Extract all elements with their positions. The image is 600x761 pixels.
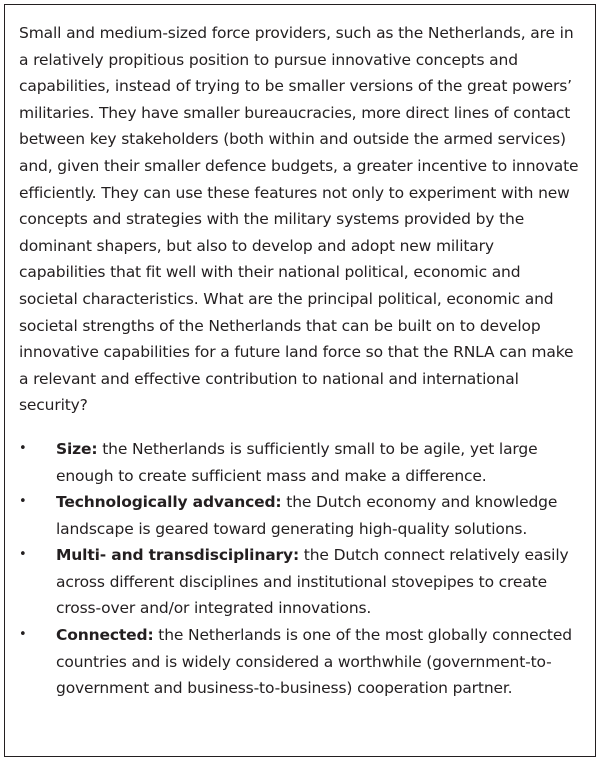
bullet-icon: • xyxy=(19,440,27,456)
list-item xyxy=(19,622,583,702)
list-item-term: Multi- and transdisciplinary: xyxy=(56,546,300,565)
bullet-icon: • xyxy=(19,494,27,510)
list-item-text: the Dutch connect relatively easily across different disciplines and institutional stovepipes to create cross-over and/or integrated innovations. xyxy=(56,546,569,618)
list-item-term: Technologically advanced: xyxy=(56,493,282,512)
strengths-list xyxy=(19,436,583,702)
list-item-text: the Netherlands is sufficiently small to be agile, yet large enough to create sufficient mass and make a difference. xyxy=(56,439,538,485)
list-item-text: the Netherlands is one of the most globally connected countries and is widely considered a worthwhile (government-to-government and business-to-business) cooperation partner. xyxy=(56,626,572,698)
list-item xyxy=(19,542,583,622)
text-box xyxy=(4,4,596,757)
intro-paragraph: Small and medium-sized force providers, such as the Netherlands, are in a relatively propitious position to pursue innovative concepts and capabilities, instead of trying to be smaller versions of the great powers’ militaries. They have smaller bureaucracies, more direct lines of contact between key stakeholders (both within and outside the armed services) and, given their smaller defence budgets, a greater incentive to innovate efficiently. They can use these features not only to experiment with new concepts and strategies with the military systems provided by the dominant shapers, but also to develop and adopt new military capabilities that fit well with their national political, economic and societal characteristics. What are the principal political, economic and societal strengths of the Netherlands that can be built on to develop innovative capabilities for a future land force so that the RNLA can make a relevant and effective contribution to national and international security? xyxy=(19,24,579,415)
list-item xyxy=(19,436,583,489)
list-item-term: Connected: xyxy=(56,626,154,645)
list-item-text: the Dutch economy and knowledge landscape is geared toward generating high-quality solutions. xyxy=(56,493,558,538)
bullet-icon: • xyxy=(19,627,27,643)
bullet-icon: • xyxy=(19,547,27,563)
list-item xyxy=(19,489,583,542)
list-item-term: Size: xyxy=(56,439,98,458)
